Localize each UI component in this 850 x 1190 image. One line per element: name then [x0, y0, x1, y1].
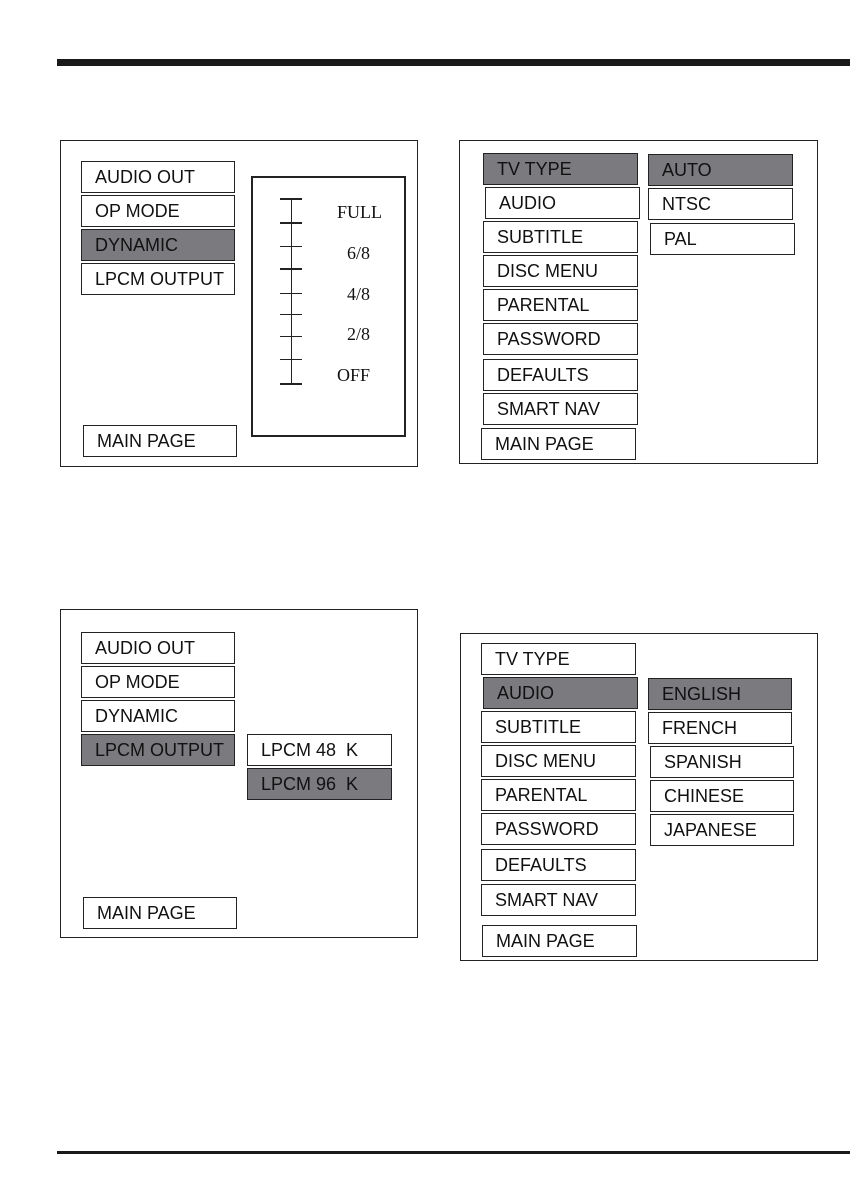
- audio-dynamic-panel: [60, 140, 418, 467]
- scale-level-6-8: 6/8: [347, 243, 371, 263]
- scale-tick: [280, 314, 302, 315]
- menu-defaults[interactable]: DEFAULTS: [481, 849, 636, 881]
- scale-tick: [280, 336, 302, 337]
- menu-op-mode[interactable]: OP MODE: [81, 666, 235, 698]
- menu-parental[interactable]: PARENTAL: [483, 289, 638, 321]
- footer-rule: [57, 1151, 850, 1154]
- option-spanish[interactable]: SPANISH: [650, 746, 794, 778]
- scale-tick: [280, 293, 302, 294]
- option-english[interactable]: ENGLISH: [648, 678, 792, 710]
- main-page-button[interactable]: MAIN PAGE: [482, 925, 637, 957]
- option-pal[interactable]: PAL: [650, 223, 795, 255]
- option-french[interactable]: FRENCH: [648, 712, 792, 744]
- scale-level-4-8: 4/8: [347, 284, 371, 304]
- menu-tv-type[interactable]: TV TYPE: [483, 153, 638, 185]
- scale-level-full: FULL: [337, 202, 382, 222]
- menu-subtitle[interactable]: SUBTITLE: [483, 221, 638, 253]
- option-japanese[interactable]: JAPANESE: [650, 814, 794, 846]
- option-lpcm-96k[interactable]: LPCM 96 K: [247, 768, 392, 800]
- menu-audio-out[interactable]: AUDIO OUT: [81, 161, 235, 193]
- tv-type-panel: [459, 140, 818, 464]
- main-page-button[interactable]: MAIN PAGE: [481, 428, 636, 460]
- scale-tick: [280, 268, 302, 270]
- menu-smart-nav[interactable]: SMART NAV: [483, 393, 638, 425]
- main-page-button[interactable]: MAIN PAGE: [83, 897, 237, 929]
- menu-lpcm-output[interactable]: LPCM OUTPUT: [81, 734, 235, 766]
- menu-op-mode[interactable]: OP MODE: [81, 195, 235, 227]
- menu-smart-nav[interactable]: SMART NAV: [481, 884, 636, 916]
- menu-parental[interactable]: PARENTAL: [481, 779, 636, 811]
- option-ntsc[interactable]: NTSC: [648, 188, 793, 220]
- dynamic-range-scale[interactable]: [251, 176, 406, 437]
- main-page-button[interactable]: MAIN PAGE: [83, 425, 237, 457]
- scale-level-off: OFF: [337, 365, 371, 385]
- option-lpcm-48k[interactable]: LPCM 48 K: [247, 734, 392, 766]
- scale-spine: [291, 198, 292, 384]
- audio-lpcm-panel: [60, 609, 418, 938]
- menu-disc-menu[interactable]: DISC MENU: [481, 745, 636, 777]
- menu-audio[interactable]: AUDIO: [483, 677, 638, 709]
- scale-tick: [280, 246, 302, 247]
- menu-defaults[interactable]: DEFAULTS: [483, 359, 638, 391]
- menu-disc-menu[interactable]: DISC MENU: [483, 255, 638, 287]
- menu-dynamic[interactable]: DYNAMIC: [81, 229, 235, 261]
- menu-password[interactable]: PASSWORD: [483, 323, 638, 355]
- scale-tick: [280, 198, 302, 200]
- menu-password[interactable]: PASSWORD: [481, 813, 636, 845]
- menu-audio-out[interactable]: AUDIO OUT: [81, 632, 235, 664]
- option-chinese[interactable]: CHINESE: [650, 780, 794, 812]
- menu-lpcm-output[interactable]: LPCM OUTPUT: [81, 263, 235, 295]
- header-rule: [57, 59, 850, 66]
- menu-subtitle[interactable]: SUBTITLE: [481, 711, 636, 743]
- menu-tv-type[interactable]: TV TYPE: [481, 643, 636, 675]
- scale-tick: [280, 359, 302, 360]
- scale-tick: [280, 383, 302, 385]
- option-auto[interactable]: AUTO: [648, 154, 793, 186]
- audio-language-panel: [460, 633, 818, 961]
- scale-level-2-8: 2/8: [347, 324, 371, 344]
- menu-audio[interactable]: AUDIO: [485, 187, 640, 219]
- scale-tick: [280, 222, 302, 224]
- menu-dynamic[interactable]: DYNAMIC: [81, 700, 235, 732]
